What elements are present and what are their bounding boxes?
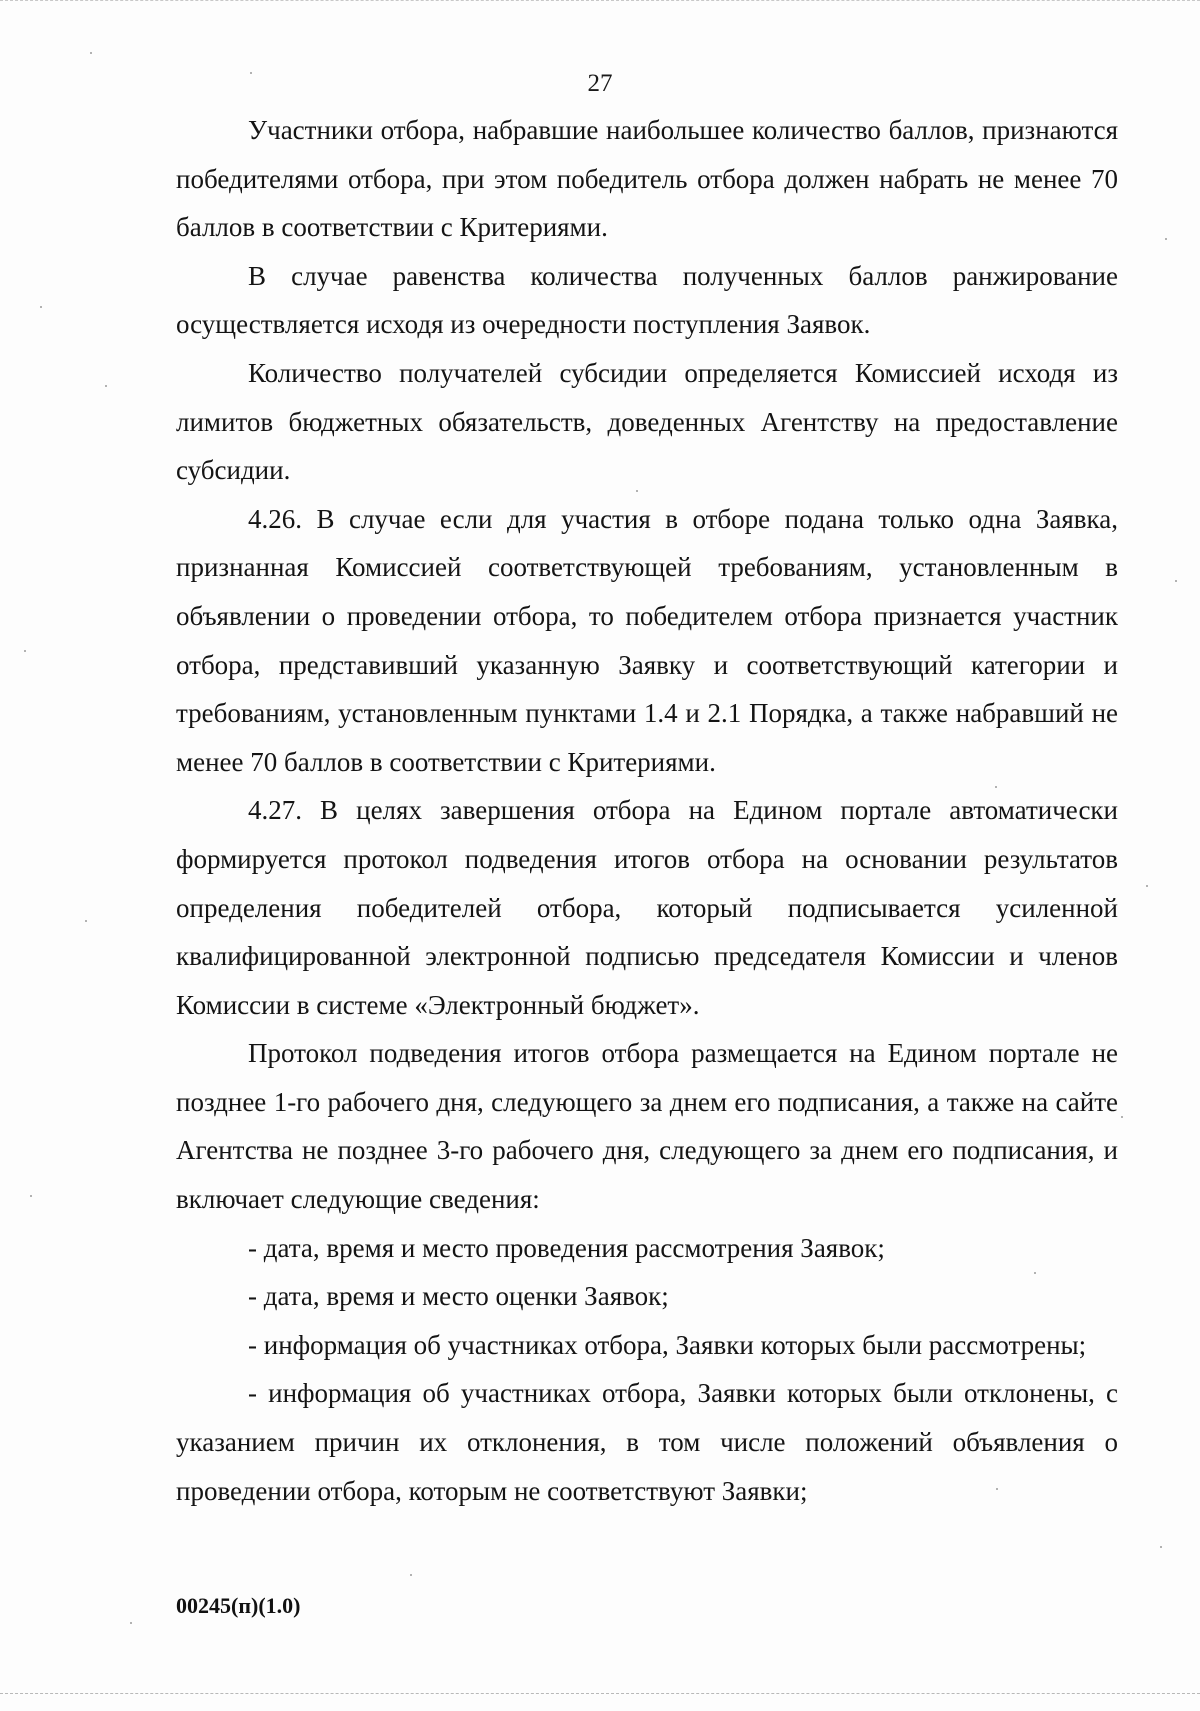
scan-speck — [1034, 1272, 1036, 1274]
list-item-reviewed-participants: - информация об участниках отбора, Заявки которых были рассмотрены; — [248, 1329, 1087, 1360]
list-item-rejected-participants: - информация об участниках отбора, Заявки которых были отклонены, с указанием причин их отклонения, в том числе положений объявления о проведении отбора, которым не соответствуют Заявки; — [176, 1378, 1118, 1506]
scan-speck — [1175, 580, 1177, 582]
scan-speck — [1160, 1546, 1162, 1548]
document-code: 00245(п)(1.0) — [176, 1593, 301, 1618]
scan-speck — [636, 490, 638, 492]
paragraph-recipients-count: Количество получателей субсидии определяется Комиссией исходя из лимитов бюджетных обязательств, доведенных Агентству на предоставление субсидии. — [176, 357, 1118, 486]
paragraph-ranking: В случае равенства количества полученных баллов ранжирование осуществляется исходя из очередности поступления Заявок. — [176, 260, 1118, 340]
paragraph-4-26: 4.26. В случае если для участия в отборе подана только одна Заявка, признанная Комиссией соответствующей требованиям, установленным в объявлении о проведении отбора, то победителем отбора признается участник отбора, представивший указанную Заявку и соответствующий категории и требованиям, установленным пунктами 1.4 и 2.1 Порядка, а также набравший не менее 70 баллов в соответствии с Критериями. — [176, 503, 1118, 777]
scan-speck — [40, 306, 42, 308]
scan-edge-bottom — [0, 1693, 1200, 1697]
paragraph-protocol: Протокол подведения итогов отбора размещается на Едином портале не позднее 1-го рабочего дня, следующего за днем его подписания, а также на сайте Агентства не позднее 3-го рабочего дня, следующего за днем его подписания, и включает следующие сведения: — [176, 1038, 1118, 1215]
scan-speck — [85, 920, 87, 922]
scan-speck — [30, 1195, 32, 1197]
scan-speck — [1121, 1116, 1123, 1118]
list-item-review-date: - дата, время и место проведения рассмотрения Заявок; — [248, 1232, 885, 1263]
scan-speck — [90, 52, 92, 54]
scan-speck — [130, 1622, 132, 1624]
scan-speck — [995, 786, 997, 788]
scan-edge-top — [0, 0, 1200, 4]
list-item-evaluation-date: - дата, время и место оценки Заявок; — [248, 1281, 669, 1312]
scan-speck — [105, 385, 107, 387]
scan-speck — [410, 1574, 412, 1576]
document-body — [176, 106, 1118, 1515]
scan-speck — [24, 650, 26, 652]
paragraph-4-27: 4.27. В целях завершения отбора на Едином портале автоматически формируется протокол подведения итогов отбора на основании результатов определения победителей отбора, который подписывается усиленной квалифицированной электронной подписью председателя Комиссии и членов Комиссии в системе «Электронный бюджет». — [176, 795, 1118, 1020]
scan-speck — [1165, 238, 1167, 240]
page-number: 27 — [587, 70, 613, 97]
scan-speck — [1146, 885, 1148, 887]
scan-speck — [996, 1488, 998, 1490]
scan-speck — [250, 72, 252, 74]
paragraph-winners: Участники отбора, набравшие наибольшее количество баллов, признаются победителями отбора, при этом победитель отбора должен набрать не менее 70 баллов в соответствии с Критериями. — [176, 115, 1118, 243]
